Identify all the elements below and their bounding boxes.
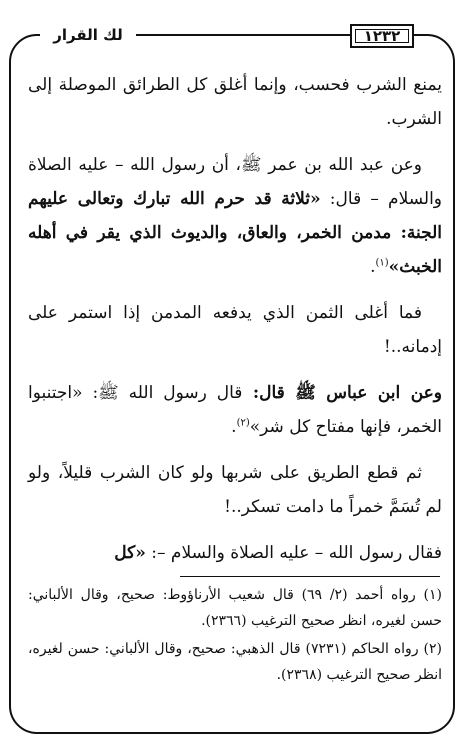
footnote-ref-2: (٢) <box>236 417 250 429</box>
footnote-1: (١) رواه أحمد (٢/ ٦٩) قال شعيب الأرناؤوط: صحيح، وقال الألباني: حسن لغيره، انظر صحيح الترغيب (٢٣٦٦). <box>28 587 442 629</box>
paragraph-1: يمنع الشرب فحسب، وإنما أغلق كل الطرائق الموصلة إلى الشرب. <box>28 75 442 129</box>
paragraph-3: فما أغلى الثمن الذي يدفعه المدمن إذا استمر على إدمانه..! <box>28 303 442 357</box>
paragraph-4 <box>28 376 442 444</box>
footnotes <box>28 582 442 690</box>
paragraph-2-end: . <box>370 257 376 277</box>
paragraph-4-end: . <box>231 417 237 437</box>
hadith-quote-1: «ثلاثة قد حرم الله تبارك وتعالى عليهم الجنة: مدمن الخمر، والعاق، والديوث الذي يقر في أهله الخبث» <box>28 189 442 277</box>
running-title: لك القرار <box>40 26 136 44</box>
footnote-divider <box>180 576 440 577</box>
page-number: ١٢٣٢ <box>350 24 414 48</box>
paragraph-5: ثم قطع الطريق على شربها ولو كان الشرب قليلاً، ولو لم تُسَمَّ خمراً ما دامت تسكر..! <box>28 463 442 517</box>
footnote-2: (٢) رواه الحاكم (٧٢٣١) قال الذهبي: صحيح، وقال الألباني: حسن لغيره، انظر صحيح الترغيب (٢٣٦٨). <box>28 641 442 683</box>
paragraph-4-intro: وعن ابن عباس ﷺ قال: <box>242 383 442 403</box>
footnote-ref-1: (١) <box>375 257 389 269</box>
page-header <box>0 22 469 50</box>
paragraph-2-intro: وعن عبد الله بن عمر ﷺ، أن رسول الله – عليه الصلاة والسلام – قال: <box>28 155 443 209</box>
paragraph-2 <box>28 148 442 284</box>
hadith-quote-2: قال رسول الله ﷺ: «اجتنبوا الخمر، فإنها مفتاح كل شر» <box>28 383 442 437</box>
paragraph-6 <box>28 536 442 570</box>
paragraph-6-intro: فقال رسول الله – عليه الصلاة والسلام –: <box>145 543 442 563</box>
paragraph-6-quote: «كل <box>114 543 146 563</box>
main-text <box>28 68 442 582</box>
